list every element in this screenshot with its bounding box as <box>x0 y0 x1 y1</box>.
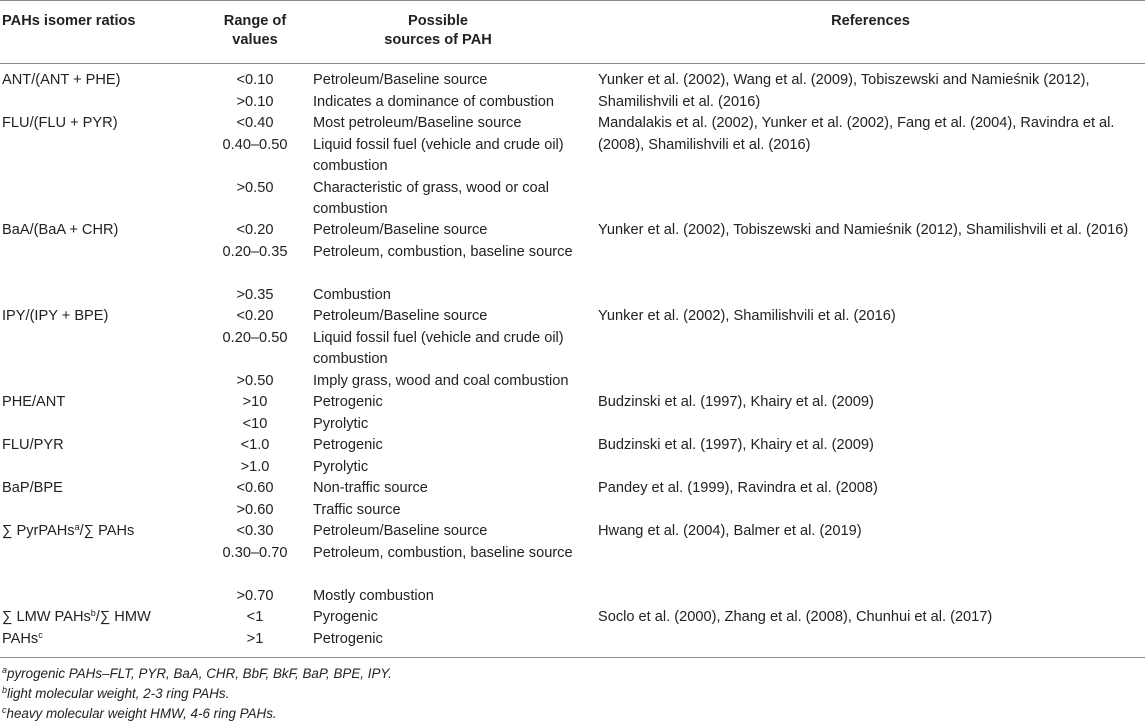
ratio-tail: /∑ HMW <box>95 609 151 625</box>
source-cell: Liquid fossil fuel (vehicle and crude oil) combustion <box>313 329 564 367</box>
table-group <box>0 435 1145 478</box>
source-cell: Imply grass, wood and coal combustion <box>313 372 569 389</box>
range-cell: >0.70 <box>236 587 274 604</box>
range-cell: >0.10 <box>236 93 274 110</box>
ratio-cell: BaP/BPE <box>2 480 63 496</box>
table-row <box>0 220 1145 242</box>
footnote-mark: c <box>38 629 43 640</box>
table-row <box>0 70 1145 92</box>
footnote-mark: c <box>2 705 7 715</box>
source-cell: Petroleum/Baseline source <box>313 523 488 539</box>
footnote-b <box>2 684 229 704</box>
table-row <box>0 113 1145 135</box>
table-row <box>0 629 1145 651</box>
table-row <box>0 521 1145 543</box>
range-cell: <0.20 <box>236 222 274 238</box>
source-cell: Pyrolytic <box>313 458 369 475</box>
source-cell: Indicates a dominance of combustion <box>313 93 554 110</box>
references-cell: Soclo et al. (2000), Zhang et al. (2008), Chunhui et al. (2017) <box>598 609 993 625</box>
footnote-text: light molecular weight, 2-3 ring PAHs. <box>7 686 230 701</box>
range-cell: <0.30 <box>236 523 274 539</box>
table-row <box>0 392 1145 414</box>
range-cell: >0.50 <box>236 372 274 389</box>
footnote-mark: b <box>2 685 8 695</box>
source-cell: Petroleum, combustion, baseline source <box>313 243 573 260</box>
table-group <box>0 220 1145 306</box>
range-cell: <1 <box>246 609 264 625</box>
table-row <box>0 328 1145 371</box>
top-rule <box>0 0 1145 1</box>
footnote-mark: a <box>74 522 80 532</box>
header-source-line1: Possible <box>407 13 469 29</box>
header-rule <box>0 63 1145 64</box>
footnote-text: pyrogenic PAHs–FLT, PYR, BaA, CHR, BbF, BkF, BaP, BPE, IPY. <box>7 666 392 681</box>
source-cell: Traffic source <box>313 501 401 518</box>
source-cell: Pyrogenic <box>313 609 378 625</box>
source-cell: Pyrolytic <box>313 415 369 432</box>
range-cell: >1 <box>246 630 264 647</box>
header-source-line2: sources of PAH <box>384 32 492 48</box>
ratio-cell: FLU/PYR <box>2 437 64 453</box>
range-cell: >0.60 <box>236 501 274 518</box>
references-cell: Mandalakis et al. (2002), Yunker et al. (2002), Fang et al. (2004), Ravindra et al. (2008), Shamilishvili et al. (2016) <box>598 115 1115 153</box>
range-cell: <10 <box>242 415 268 432</box>
table-row <box>0 306 1145 328</box>
references-cell: Hwang et al. (2004), Balmer et al. (2019) <box>598 523 862 539</box>
footnote-mark: a <box>2 665 8 675</box>
range-cell: 0.40–0.50 <box>222 136 288 153</box>
source-cell: Petroleum/Baseline source <box>313 222 488 238</box>
source-cell: Petrogenic <box>313 437 383 453</box>
source-cell: Petrogenic <box>313 630 383 647</box>
source-cell: Petrogenic <box>313 394 383 410</box>
range-cell: <0.10 <box>236 72 274 88</box>
range-cell: 0.30–0.70 <box>222 544 288 561</box>
ratio-line2-text: PAHs <box>2 630 39 647</box>
header-range <box>200 12 310 50</box>
ratio-cell: IPY/(IPY + BPE) <box>2 308 109 324</box>
range-cell: >0.50 <box>236 179 274 196</box>
ratio-tail: /∑ PAHs <box>79 523 135 539</box>
references-cell: Pandey et al. (1999), Ravindra et al. (2008) <box>598 480 878 496</box>
table-row <box>0 285 1145 307</box>
references-cell: Budzinski et al. (1997), Khairy et al. (2009) <box>598 437 874 453</box>
references-cell: Budzinski et al. (1997), Khairy et al. (2009) <box>598 394 874 410</box>
source-cell: Petroleum/Baseline source <box>313 72 488 88</box>
source-cell: Most petroleum/Baseline source <box>313 115 522 131</box>
ratio-cell: BaA/(BaA + CHR) <box>2 222 119 238</box>
source-cell: Liquid fossil fuel (vehicle and crude oil) combustion <box>313 136 564 174</box>
table-row <box>0 242 1145 285</box>
header-references: References <box>831 13 910 29</box>
range-cell: 0.20–0.50 <box>222 329 288 346</box>
source-cell: Non-traffic source <box>313 480 428 496</box>
table-row <box>0 500 1145 522</box>
table-row <box>0 92 1145 114</box>
source-cell: Combustion <box>313 286 391 303</box>
table-group <box>0 392 1145 435</box>
footnote-mark: b <box>90 608 96 618</box>
footnote-text: heavy molecular weight HMW, 4-6 ring PAHs. <box>6 706 277 721</box>
references-cell: Yunker et al. (2002), Tobiszewski and Namieśnik (2012), Shamilishvili et al. (2016) <box>598 222 1129 238</box>
table-row <box>0 435 1145 457</box>
table-group <box>0 607 1145 650</box>
source-cell: Petroleum/Baseline source <box>313 308 488 324</box>
source-cell: Petroleum, combustion, baseline source <box>313 544 573 561</box>
ratio-cell: ANT/(ANT + PHE) <box>2 72 121 88</box>
source-cell: Characteristic of grass, wood or coal combustion <box>313 179 550 217</box>
ratio-cell: FLU/(FLU + PYR) <box>2 115 118 131</box>
table-group <box>0 478 1145 521</box>
range-cell: <0.40 <box>236 115 274 131</box>
table-row <box>0 607 1145 629</box>
footnote-c <box>2 704 277 724</box>
table-row <box>0 414 1145 436</box>
footnote-a <box>2 664 392 684</box>
range-cell: <1.0 <box>240 437 270 453</box>
table-row <box>0 178 1145 221</box>
bottom-rule <box>0 657 1145 658</box>
table-row <box>0 371 1145 393</box>
range-cell: >0.35 <box>236 286 274 303</box>
table-row <box>0 543 1145 586</box>
header-range-line2: values <box>232 32 278 48</box>
range-cell: <0.60 <box>236 480 274 496</box>
table-group <box>0 521 1145 607</box>
table-row <box>0 457 1145 479</box>
table-row <box>0 478 1145 500</box>
table-group <box>0 70 1145 113</box>
ratio-main: ∑ PyrPAHs <box>2 523 75 539</box>
header-source <box>313 12 563 50</box>
range-cell: >1.0 <box>240 458 270 475</box>
table-group <box>0 113 1145 221</box>
ratio-main: ∑ LMW PAHs <box>2 609 91 625</box>
header-ratio: PAHs isomer ratios <box>2 13 136 29</box>
references-cell: Yunker et al. (2002), Shamilishvili et al. (2016) <box>598 308 896 324</box>
header-range-line1: Range of <box>223 13 287 29</box>
range-cell: <0.20 <box>236 308 274 324</box>
source-cell: Mostly combustion <box>313 587 434 604</box>
table-group <box>0 306 1145 392</box>
range-cell: 0.20–0.35 <box>222 243 288 260</box>
table-row <box>0 135 1145 178</box>
table-row <box>0 586 1145 608</box>
range-cell: >10 <box>242 394 268 410</box>
ratio-cell: PHE/ANT <box>2 394 66 410</box>
references-cell: Yunker et al. (2002), Wang et al. (2009), Tobiszewski and Namieśnik (2012), Shamilishvili et al. (2016) <box>598 72 1090 110</box>
